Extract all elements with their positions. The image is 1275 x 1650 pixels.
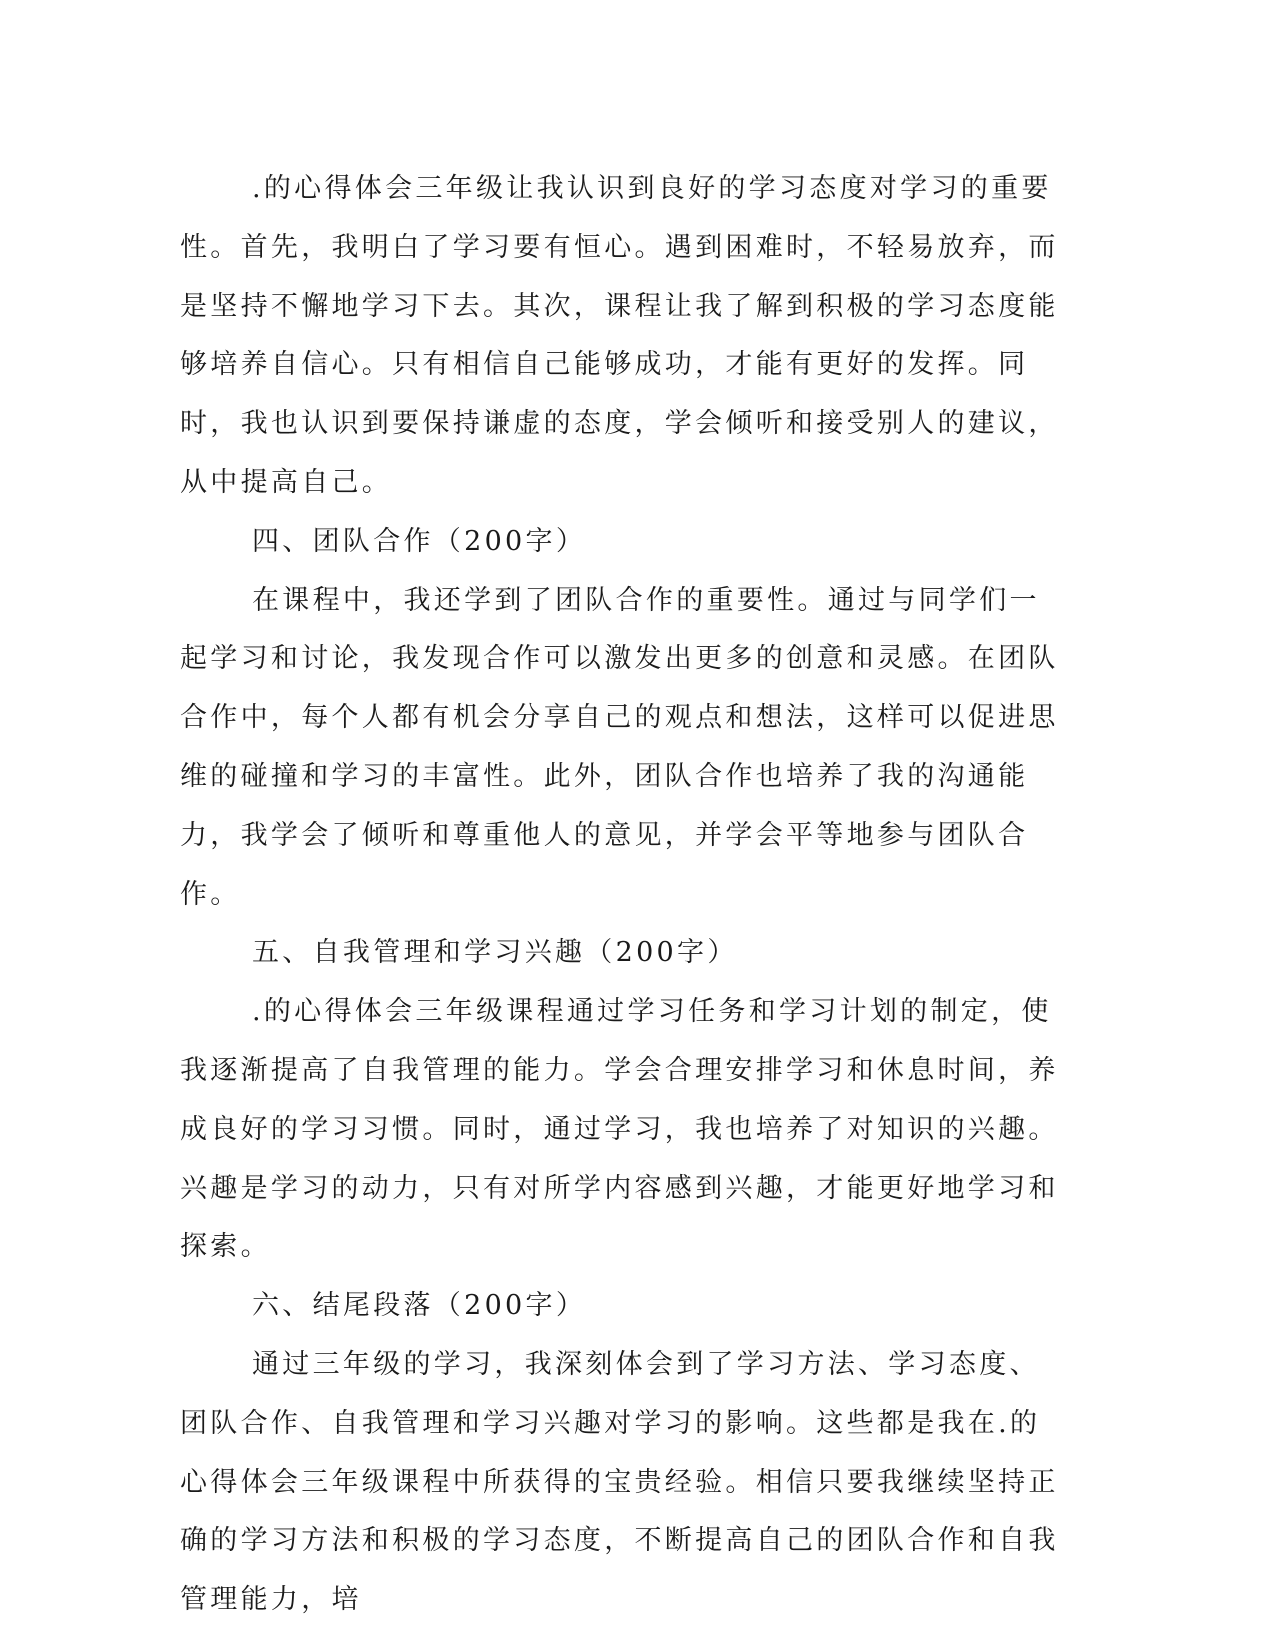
heading-conclusion: 六、结尾段落（200字） [252, 1290, 587, 1322]
document-body [180, 160, 1060, 1630]
paragraph-conclusion: 通过三年级的学习，我深刻体会到了学习方法、学习态度、团队合作、自我管理和学习兴趣对学习的影响。这些都是我在.的心得体会三年级课程中所获得的宝贵经验。相信只要我继续坚持正确的学习方法和积极的学习态度，不断提高自己的团队合作和自我管理能力，培 [180, 1348, 1059, 1616]
paragraph-learning-attitude: .的心得体会三年级让我认识到良好的学习态度对学习的重要性。首先，我明白了学习要有恒心。遇到困难时，不轻易放弃，而是坚持不懈地学习下去。其次，课程让我了解到积极的学习态度能够培养自信心。只有相信自己能够成功，才能有更好的发挥。同时，我也认识到要保持谦虚的态度，学会倾听和接受别人的建议，从中提高自己。 [180, 173, 1059, 498]
paragraph-self-management: .的心得体会三年级课程通过学习任务和学习计划的制定，使我逐渐提高了自我管理的能力。学会合理安排学习和休息时间，养成良好的学习习惯。同时，通过学习，我也培养了对知识的兴趣。兴趣是学习的动力，只有对所学内容感到兴趣，才能更好地学习和探索。 [180, 996, 1059, 1263]
heading-self-management: 五、自我管理和学习兴趣（200字） [252, 937, 738, 969]
heading-teamwork: 四、团队合作（200字） [252, 525, 587, 557]
paragraph-teamwork: 在课程中，我还学到了团队合作的重要性。通过与同学们一起学习和讨论，我发现合作可以激发出更多的创意和灵感。在团队合作中，每个人都有机会分享自己的观点和想法，这样可以促进思维的碰撞和学习的丰富性。此外，团队合作也培养了我的沟通能力，我学会了倾听和尊重他人的意见，并学会平等地参与团队合作。 [180, 584, 1059, 910]
